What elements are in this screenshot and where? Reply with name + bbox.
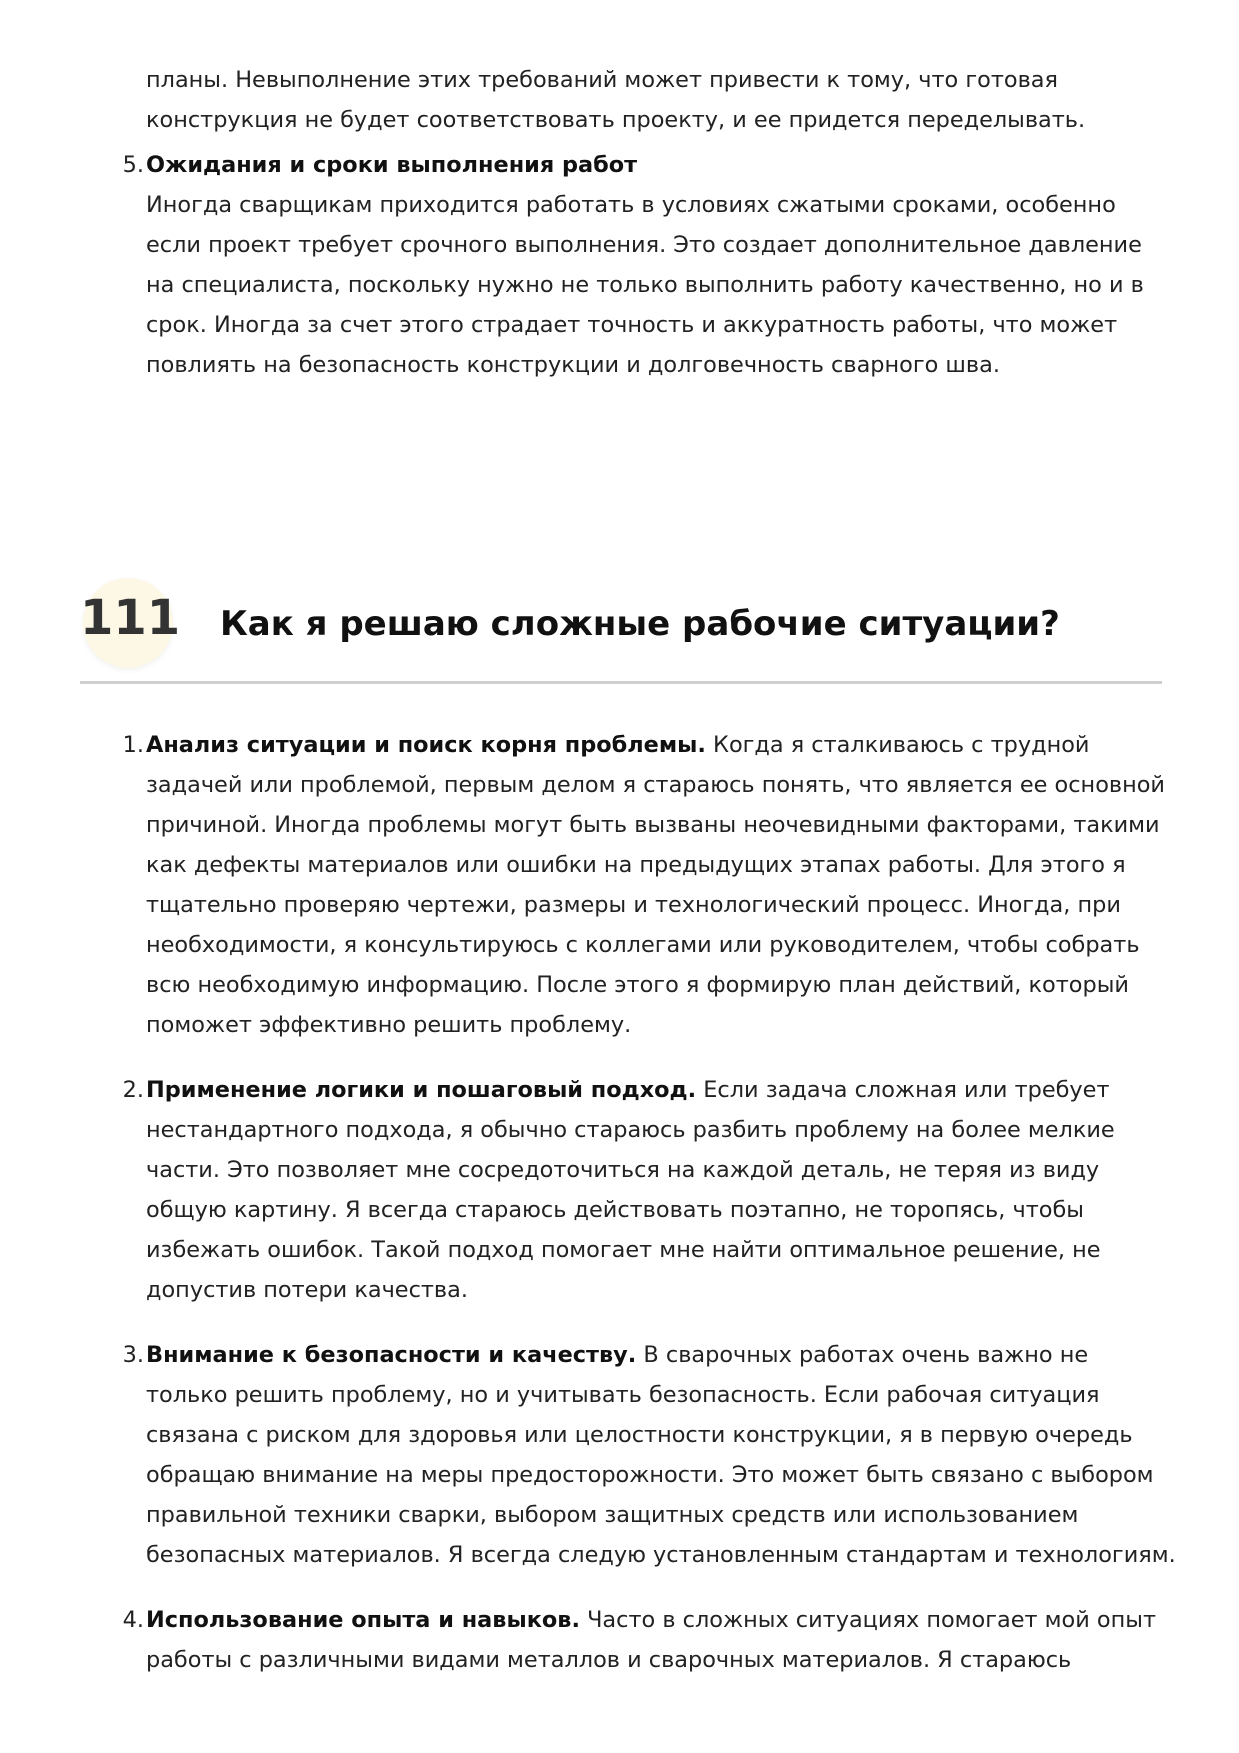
list-item-title: Использование опыта и навыков.	[146, 1607, 580, 1633]
list-item-3	[122, 1335, 1176, 1575]
list-item-title: Внимание к безопасности и качеству.	[146, 1342, 637, 1368]
list-number: 5.	[122, 152, 144, 178]
section-number: 111	[80, 590, 181, 646]
list-item-text: В сварочных работах очень важно не только решить проблему, но и учитывать безопасность. Если рабочая ситуация связана с риском для здоровья или целостности конструкции, я в первую очередь обращаю внимание на меры предосторожности. Это может быть связано с выбором правильной техники сварки, выбором защитных средств или использованием безопасных материалов. Я всегда следую установленным стандартам и технологиям.	[146, 1342, 1176, 1568]
section-divider	[80, 681, 1162, 684]
list-item-title: Ожидания и сроки выполнения работ	[146, 152, 638, 178]
list-item-text: Иногда сварщикам приходится работать в условиях сжатыми сроками, особенно если проект требует срочного выполнения. Это создает дополнительное давление на специалиста, поскольку нужно не только выполнить работу качественно, но и в срок. Иногда за счет этого страдает точность и аккуратность работы, что может повлиять на безопасность конструкции и долговечность сварного шва.	[146, 192, 1144, 378]
list-item-text: Когда я сталкиваюсь с трудной задачей или проблемой, первым делом я стараюсь понять, что является ее основной причиной. Иногда проблемы могут быть вызваны неочевидными факторами, такими как дефекты материалов или ошибки на предыдущих этапах работы. Для этого я тщательно проверяю чертежи, размеры и технологический процесс. Иногда, при необходимости, я консультируюсь с коллегами или руководителем, чтобы собрать всю необходимую информацию. После этого я формирую план действий, который поможет эффективно решить проблему.	[146, 732, 1165, 1038]
list-item-4	[122, 1600, 1176, 1680]
section-title: Как я решаю сложные рабочие ситуации?	[220, 604, 1060, 644]
list-number: 1.	[122, 732, 144, 758]
list-item-text: Часто в сложных ситуациях помогает мой опыт работы с различными видами металлов и сварочных материалов. Я стараюсь	[146, 1607, 1156, 1673]
list-number: 2.	[122, 1077, 144, 1103]
intro-paragraph: планы. Невыполнение этих требований может привести к тому, что готовая конструкция не будет соответствовать проекту, и ее придется переделывать.	[146, 67, 1086, 133]
list-item-5	[122, 145, 1176, 385]
list-item-text: Если задача сложная или требует нестандартного подхода, я обычно стараюсь разбить проблему на более мелкие части. Это позволяет мне сосредоточиться на каждой деталь, не теряя из виду общую картину. Я всегда стараюсь действовать поэтапно, не торопясь, чтобы избежать ошибок. Такой подход помогает мне найти оптимальное решение, не допустив потери качества.	[146, 1077, 1115, 1303]
list-number: 3.	[122, 1342, 144, 1368]
list-item-title: Анализ ситуации и поиск корня проблемы.	[146, 732, 706, 758]
list-item-2	[122, 1070, 1176, 1310]
list-item-1	[122, 725, 1176, 1045]
section-heading	[80, 576, 1162, 686]
list-number: 4.	[122, 1607, 144, 1633]
list-item-title: Применение логики и пошаговый подход.	[146, 1077, 697, 1103]
